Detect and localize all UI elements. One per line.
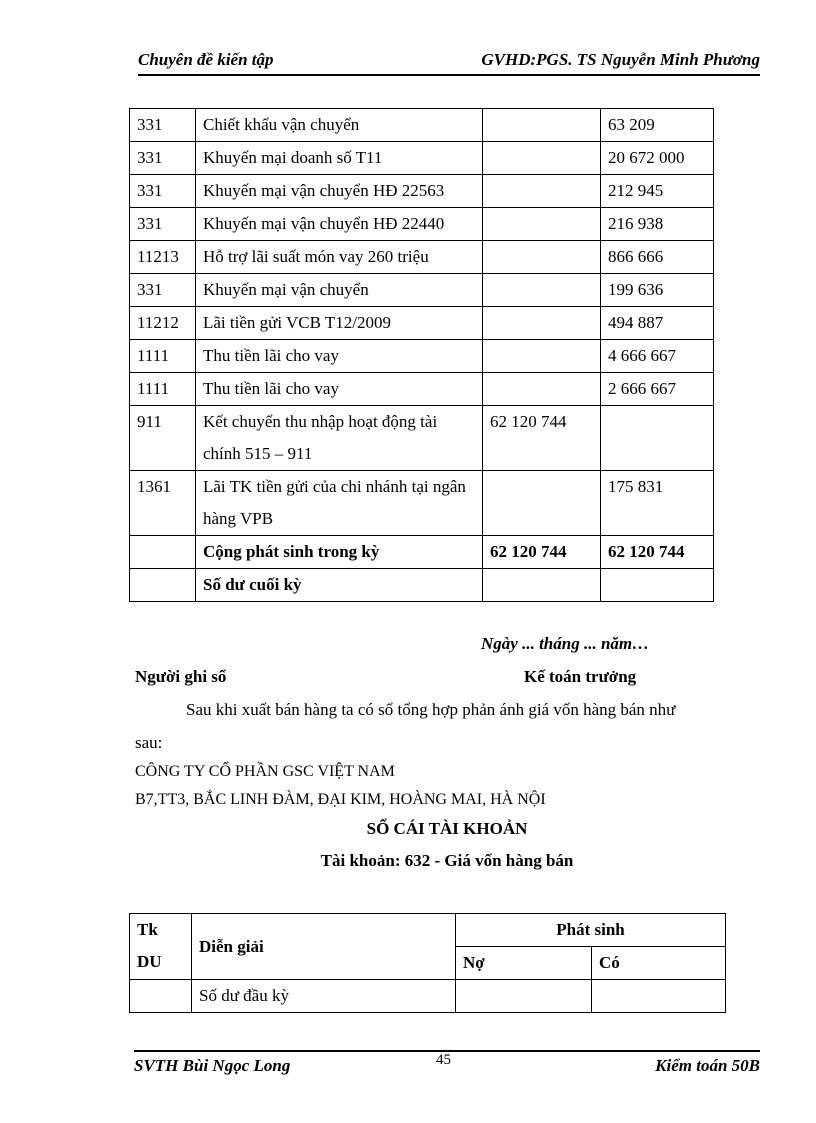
footer-student: SVTH Bùi Ngọc Long	[134, 1056, 291, 1075]
page-header	[138, 48, 760, 76]
cell-tk: 911	[130, 406, 196, 471]
cell-co: 216 938	[601, 208, 714, 241]
cell-co: 175 831	[601, 471, 714, 536]
cell-co: 866 666	[601, 241, 714, 274]
table-row	[130, 175, 714, 208]
cell-co: 20 672 000	[601, 142, 714, 175]
cell-no	[483, 109, 601, 142]
cell-desc: Thu tiền lãi cho vay	[196, 373, 483, 406]
cell-tk: 11212	[130, 307, 196, 340]
table-row	[130, 406, 714, 471]
cell-desc: Cộng phát sinh trong kỳ	[196, 536, 483, 569]
cell-co	[601, 406, 714, 471]
cell-no	[483, 208, 601, 241]
date-line: Ngày ... tháng ... năm…	[481, 634, 650, 653]
table-row	[130, 340, 714, 373]
total-row	[130, 536, 714, 569]
cell-tk: 331	[130, 274, 196, 307]
tk-header-line2: DU	[137, 952, 162, 971]
no-header: Nợ	[456, 947, 592, 980]
cell-co: 63 209	[601, 109, 714, 142]
cell-tk: 331	[130, 175, 196, 208]
cell-co: 62 120 744	[601, 536, 714, 569]
cell-no	[483, 241, 601, 274]
cell-desc: Lãi tiền gửi VCB T12/2009	[196, 307, 483, 340]
cell-tk: 331	[130, 208, 196, 241]
cell-desc: Thu tiền lãi cho vay	[196, 340, 483, 373]
cell-tk: 1111	[130, 340, 196, 373]
cell-desc: Hỗ trợ lãi suất món vay 260 triệu	[196, 241, 483, 274]
intro-paragraph-line2: sau:	[135, 733, 163, 752]
table-row	[130, 109, 714, 142]
opening-balance-label: Số dư đầu kỳ	[192, 980, 456, 1013]
table-row	[130, 208, 714, 241]
table-row	[130, 142, 714, 175]
cell-desc: Khuyến mại vận chuyển HĐ 22563	[196, 175, 483, 208]
cell-no	[483, 175, 601, 208]
cell-tk: 331	[130, 109, 196, 142]
cell-co	[601, 569, 714, 602]
phat-sinh-header: Phát sinh	[456, 914, 726, 947]
intro-paragraph-line1: Sau khi xuất bán hàng ta có sổ tổng hợp phản ánh giá vốn hàng bán như	[186, 700, 676, 719]
cell-co: 2 666 667	[601, 373, 714, 406]
opening-tk-cell	[130, 980, 192, 1013]
cell-tk	[130, 536, 196, 569]
desc-header: Diễn giải	[192, 914, 456, 980]
tk-du-header	[130, 914, 192, 980]
chief-accountant-label: Kế toán trưởng	[524, 667, 637, 686]
company-name: CÔNG TY CỔ PHẦN GSC VIỆT NAM	[135, 763, 395, 780]
cell-no	[483, 307, 601, 340]
table-row	[130, 274, 714, 307]
table-row	[130, 471, 714, 536]
cell-co: 212 945	[601, 175, 714, 208]
cell-no: 62 120 744	[483, 536, 601, 569]
opening-co-cell	[592, 980, 726, 1013]
header-report-title: Chuyên đề kiến tập	[138, 50, 274, 69]
table-row	[130, 307, 714, 340]
cell-no	[483, 340, 601, 373]
tk-header-line1: Tk	[137, 920, 158, 939]
ledger-title: SỔ CÁI TÀI KHOẢN	[366, 819, 528, 838]
cell-no	[483, 373, 601, 406]
opening-no-cell	[456, 980, 592, 1013]
ledger-table-515	[129, 108, 714, 602]
cell-desc: Chiết khấu vận chuyển	[196, 109, 483, 142]
table-row	[130, 241, 714, 274]
cell-desc: Lãi TK tiền gửi của chi nhánh tại ngân hàng VPB	[196, 471, 483, 536]
cell-no	[483, 274, 601, 307]
cell-no	[483, 142, 601, 175]
cell-tk: 11213	[130, 241, 196, 274]
cell-desc: Khuyến mại doanh số T11	[196, 142, 483, 175]
company-address: B7,TT3, BẮC LINH ĐÀM, ĐẠI KIM, HOÀNG MAI, HÀ NỘI	[135, 791, 546, 808]
ledger-table-632	[129, 913, 726, 1013]
header-supervisor: GVHD:PGS. TS Nguyễn Minh Phương	[481, 50, 760, 69]
account-title: Tài khoản: 632 - Giá vốn hàng bán	[320, 851, 574, 870]
cell-desc: Khuyến mại vận chuyển HĐ 22440	[196, 208, 483, 241]
cell-co: 4 666 667	[601, 340, 714, 373]
cell-desc: Khuyến mại vận chuyển	[196, 274, 483, 307]
cell-no	[483, 471, 601, 536]
cell-tk	[130, 569, 196, 602]
table-row	[130, 373, 714, 406]
cell-no	[483, 569, 601, 602]
cell-co: 199 636	[601, 274, 714, 307]
footer-department: Kiểm toán 50B	[655, 1056, 760, 1075]
closing-balance-row	[130, 569, 714, 602]
cell-tk: 1361	[130, 471, 196, 536]
page-footer	[134, 1050, 760, 1092]
cell-no: 62 120 744	[483, 406, 601, 471]
recorder-label: Người ghi sổ	[135, 667, 227, 686]
cell-desc: Kết chuyển thu nhập hoạt động tài chính 515 – 911	[196, 406, 483, 471]
page-number: 45	[436, 1052, 451, 1068]
cell-tk: 1111	[130, 373, 196, 406]
cell-co: 494 887	[601, 307, 714, 340]
co-header: Có	[592, 947, 726, 980]
cell-desc: Số dư cuối kỳ	[196, 569, 483, 602]
cell-tk: 331	[130, 142, 196, 175]
